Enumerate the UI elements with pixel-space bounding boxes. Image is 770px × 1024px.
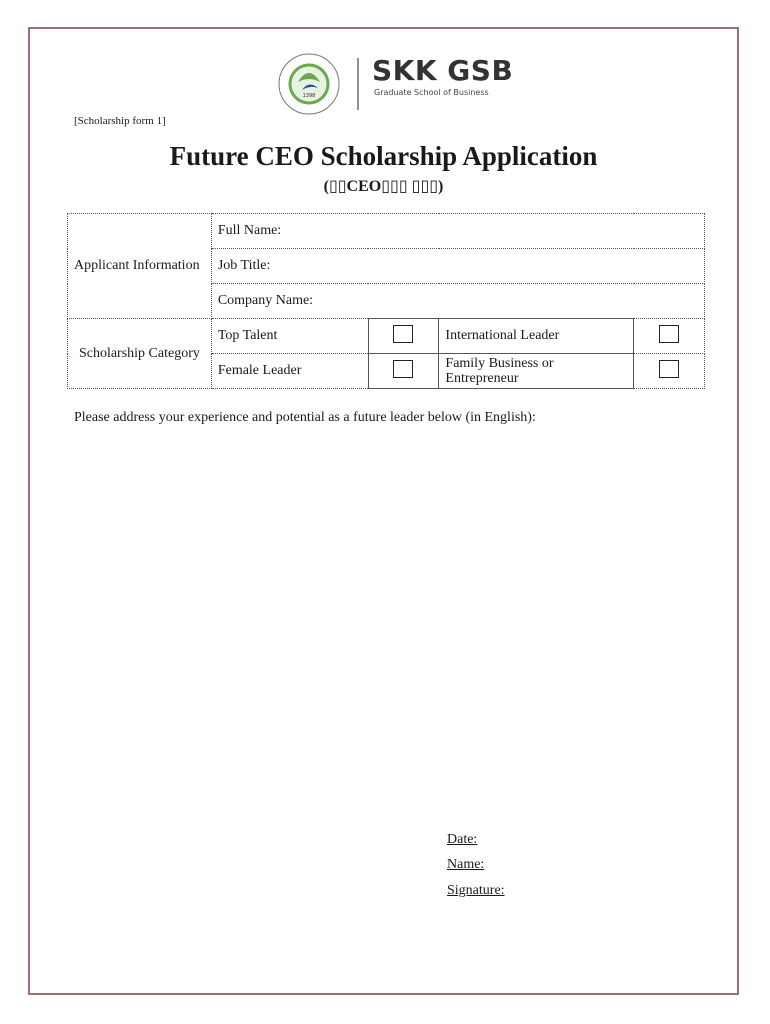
option-family-business-label: Family Business or Entrepreneur: [439, 354, 634, 389]
family-business-checkbox-cell: [634, 354, 705, 389]
option-female-leader-label: Female Leader: [211, 354, 368, 389]
company-name-field[interactable]: Company Name:: [211, 284, 704, 319]
international-leader-checkbox-cell: [634, 319, 705, 354]
option-top-talent-label: Top Talent: [211, 319, 368, 354]
university-seal-icon: [274, 52, 364, 116]
form-number-label: [Scholarship form 1]: [74, 115, 166, 127]
applicant-section-label: Applicant Information: [68, 214, 212, 319]
top-talent-checkbox-cell: [368, 319, 439, 354]
page-subtitle: (▯▯CEO▯▯▯ ▯▯▯): [323, 178, 444, 195]
page-title: Future CEO Scholarship Application: [169, 141, 598, 171]
essay-instructions: Please address your experience and potential as a future leader below (in English):: [74, 410, 536, 425]
application-table: [67, 213, 705, 389]
top-talent-checkbox[interactable]: [393, 325, 413, 343]
skk-gsb-logo: [274, 52, 514, 116]
name-label[interactable]: Name:: [447, 857, 485, 872]
date-label[interactable]: Date:: [447, 832, 478, 847]
female-leader-checkbox-cell: [368, 354, 439, 389]
job-title-field[interactable]: Job Title:: [211, 249, 704, 284]
signature-label[interactable]: Signature:: [447, 883, 505, 898]
seal-year: 1398: [302, 93, 316, 99]
international-leader-checkbox[interactable]: [659, 325, 679, 343]
document-page: [28, 27, 739, 995]
brand-name: SKK GSB: [372, 54, 514, 87]
family-business-checkbox[interactable]: [659, 360, 679, 378]
full-name-field[interactable]: Full Name:: [211, 214, 704, 249]
female-leader-checkbox[interactable]: [393, 360, 413, 378]
scholarship-section-label: Scholarship Category: [68, 319, 212, 389]
option-international-leader-label: International Leader: [439, 319, 634, 354]
brand-subtitle: Graduate School of Business: [374, 88, 489, 97]
